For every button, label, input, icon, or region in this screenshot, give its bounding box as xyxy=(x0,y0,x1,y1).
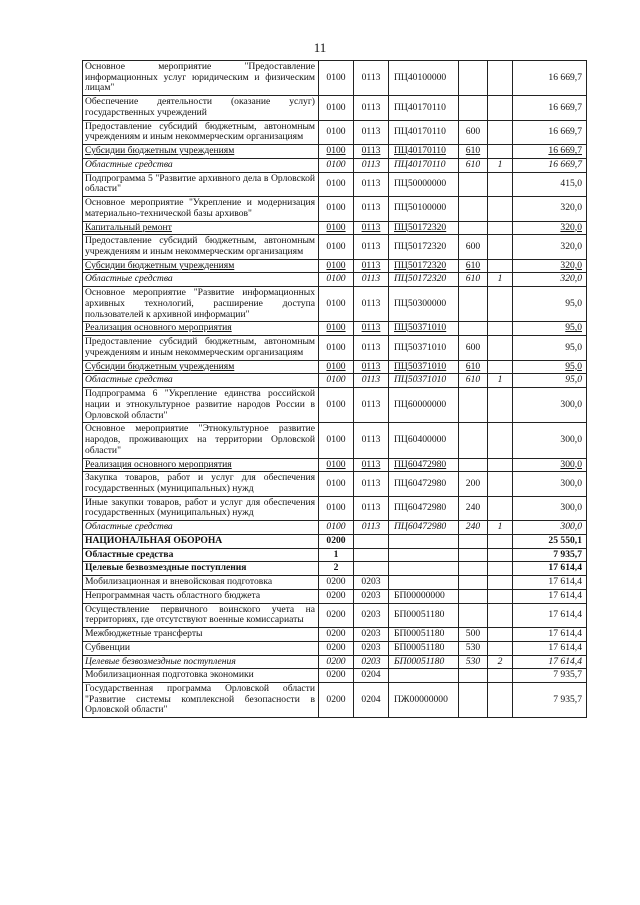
row-funding-source xyxy=(488,235,513,259)
row-section: 0200 xyxy=(319,576,354,590)
row-name: Основное мероприятие "Этнокультурное развитие народов, проживающих на территории Орловской области" xyxy=(83,423,319,458)
table-row xyxy=(83,158,587,172)
row-section: 0100 xyxy=(319,374,354,388)
row-funding-source: 2 xyxy=(488,655,513,669)
row-funding-source xyxy=(488,336,513,360)
table-row xyxy=(83,322,587,336)
row-subsection xyxy=(354,562,389,576)
table-row xyxy=(83,521,587,535)
row-name: НАЦИОНАЛЬНАЯ ОБОРОНА xyxy=(83,534,319,548)
row-expense-type xyxy=(459,458,488,472)
row-name: Целевые безвозмездные поступления xyxy=(83,562,319,576)
row-amount: 300,0 xyxy=(513,521,587,535)
row-funding-source xyxy=(488,96,513,120)
row-target-code: ПЦ50371010 xyxy=(389,336,459,360)
row-name: Реализация основного мероприятия xyxy=(83,458,319,472)
row-funding-source xyxy=(488,120,513,144)
row-expense-type xyxy=(459,96,488,120)
row-amount: 300,0 xyxy=(513,496,587,520)
row-target-code: ПЦ50300000 xyxy=(389,287,459,322)
row-subsection: 0113 xyxy=(354,458,389,472)
row-expense-type xyxy=(459,589,488,603)
row-funding-source xyxy=(488,388,513,423)
row-amount: 16 669,7 xyxy=(513,158,587,172)
row-section: 0100 xyxy=(319,259,354,273)
row-target-code: ПЦ50000000 xyxy=(389,172,459,196)
row-expense-type xyxy=(459,197,488,221)
row-section: 0100 xyxy=(319,145,354,159)
row-name: Основное мероприятие "Предоставление информационных услуг юридическим и физическим лицам" xyxy=(83,61,319,96)
table-row xyxy=(83,96,587,120)
row-subsection: 0113 xyxy=(354,360,389,374)
row-subsection: 0203 xyxy=(354,589,389,603)
row-target-code: БП00051180 xyxy=(389,655,459,669)
row-subsection: 0113 xyxy=(354,374,389,388)
row-amount: 320,0 xyxy=(513,197,587,221)
row-funding-source xyxy=(488,576,513,590)
row-name: Подпрограмма 5 "Развитие архивного дела в Орловской области" xyxy=(83,172,319,196)
row-expense-type: 610 xyxy=(459,145,488,159)
row-amount: 17 614,4 xyxy=(513,603,587,627)
row-section: 0100 xyxy=(319,120,354,144)
row-amount: 95,0 xyxy=(513,336,587,360)
table-row xyxy=(83,641,587,655)
row-target-code xyxy=(389,576,459,590)
table-row xyxy=(83,145,587,159)
row-section: 0100 xyxy=(319,287,354,322)
row-target-code: ПЦ40170110 xyxy=(389,158,459,172)
row-name: Закупка товаров, работ и услуг для обеспечения государственных (муниципальных) нужд xyxy=(83,472,319,496)
row-name: Иные закупки товаров, работ и услуг для обеспечения государственных (муниципальных) нужд xyxy=(83,496,319,520)
row-funding-source: 1 xyxy=(488,273,513,287)
table-row xyxy=(83,603,587,627)
row-name: Осуществление первичного воинского учета на территориях, где отсутствуют военные комиссариаты xyxy=(83,603,319,627)
row-expense-type: 530 xyxy=(459,655,488,669)
row-name: Предоставление субсидий бюджетным, автономным учреждениям и иным некоммерческим организациям xyxy=(83,120,319,144)
row-name: Реализация основного мероприятия xyxy=(83,322,319,336)
row-subsection: 0203 xyxy=(354,641,389,655)
row-section: 0100 xyxy=(319,423,354,458)
row-amount: 95,0 xyxy=(513,287,587,322)
row-amount: 320,0 xyxy=(513,273,587,287)
row-amount: 320,0 xyxy=(513,221,587,235)
row-funding-source xyxy=(488,682,513,717)
table-row xyxy=(83,496,587,520)
row-amount: 320,0 xyxy=(513,235,587,259)
table-row xyxy=(83,235,587,259)
row-expense-type: 200 xyxy=(459,472,488,496)
row-funding-source xyxy=(488,589,513,603)
row-amount: 415,0 xyxy=(513,172,587,196)
row-funding-source xyxy=(488,145,513,159)
table-row xyxy=(83,336,587,360)
row-expense-type: 610 xyxy=(459,259,488,273)
row-subsection: 0113 xyxy=(354,221,389,235)
row-amount: 300,0 xyxy=(513,458,587,472)
row-section: 0200 xyxy=(319,641,354,655)
row-name: Обеспечение деятельности (оказание услуг) государственных учреждений xyxy=(83,96,319,120)
row-subsection: 0204 xyxy=(354,669,389,683)
row-target-code: БП00051180 xyxy=(389,603,459,627)
row-expense-type: 600 xyxy=(459,336,488,360)
row-funding-source xyxy=(488,423,513,458)
row-section: 0100 xyxy=(319,322,354,336)
row-section: 0100 xyxy=(319,472,354,496)
row-name: Государственная программа Орловской области "Развитие системы комплексной безопасности в Орловской области" xyxy=(83,682,319,717)
row-amount: 17 614,4 xyxy=(513,628,587,642)
row-target-code xyxy=(389,548,459,562)
row-amount: 17 614,4 xyxy=(513,576,587,590)
row-expense-type: 240 xyxy=(459,521,488,535)
row-name: Основное мероприятие "Развитие информационных архивных технологий, расширение доступа пользователей к архивной информации" xyxy=(83,287,319,322)
row-expense-type xyxy=(459,287,488,322)
row-name: Межбюджетные трансферты xyxy=(83,628,319,642)
row-amount: 95,0 xyxy=(513,360,587,374)
table-row xyxy=(83,423,587,458)
row-expense-type xyxy=(459,576,488,590)
row-expense-type xyxy=(459,388,488,423)
table-row xyxy=(83,472,587,496)
row-name: Областные средства xyxy=(83,521,319,535)
row-target-code: ПЦ40170110 xyxy=(389,145,459,159)
row-target-code: ПЦ50172320 xyxy=(389,259,459,273)
row-amount: 95,0 xyxy=(513,322,587,336)
table-row xyxy=(83,548,587,562)
row-target-code: ПЦ60000000 xyxy=(389,388,459,423)
row-section: 0200 xyxy=(319,669,354,683)
row-amount: 17 614,4 xyxy=(513,562,587,576)
row-name: Основное мероприятие "Укрепление и модернизация материально-технической базы архивов" xyxy=(83,197,319,221)
row-name: Областные средства xyxy=(83,548,319,562)
row-funding-source xyxy=(488,360,513,374)
row-target-code: ПЦ50172320 xyxy=(389,235,459,259)
row-target-code: ПЦ60472980 xyxy=(389,458,459,472)
row-section: 0100 xyxy=(319,336,354,360)
row-funding-source xyxy=(488,562,513,576)
row-expense-type xyxy=(459,603,488,627)
row-subsection: 0203 xyxy=(354,655,389,669)
row-funding-source xyxy=(488,458,513,472)
row-target-code: ПЦ50371010 xyxy=(389,374,459,388)
table-row xyxy=(83,655,587,669)
row-amount: 17 614,4 xyxy=(513,641,587,655)
row-section: 0200 xyxy=(319,603,354,627)
row-expense-type: 610 xyxy=(459,273,488,287)
row-funding-source xyxy=(488,534,513,548)
row-section: 0100 xyxy=(319,61,354,96)
row-section: 0100 xyxy=(319,158,354,172)
row-subsection: 0113 xyxy=(354,472,389,496)
row-target-code: ПЦ60472980 xyxy=(389,521,459,535)
row-section: 0100 xyxy=(319,96,354,120)
row-name: Подпрограмма 6 "Укрепление единства российской нации и этнокультурное развитие народов России в Орловской области" xyxy=(83,388,319,423)
row-section: 0100 xyxy=(319,360,354,374)
row-amount: 7 935,7 xyxy=(513,548,587,562)
row-section: 0100 xyxy=(319,273,354,287)
row-expense-type xyxy=(459,682,488,717)
budget-table xyxy=(82,60,587,718)
row-subsection: 0203 xyxy=(354,603,389,627)
table-row xyxy=(83,374,587,388)
row-target-code: ПЦ40170110 xyxy=(389,96,459,120)
row-name: Мобилизационная подготовка экономики xyxy=(83,669,319,683)
row-expense-type xyxy=(459,534,488,548)
row-expense-type: 600 xyxy=(459,120,488,144)
row-subsection: 0113 xyxy=(354,172,389,196)
table-row xyxy=(83,458,587,472)
row-amount: 95,0 xyxy=(513,374,587,388)
table-row xyxy=(83,360,587,374)
row-expense-type xyxy=(459,322,488,336)
row-section: 0100 xyxy=(319,458,354,472)
row-subsection: 0113 xyxy=(354,287,389,322)
row-section: 0200 xyxy=(319,628,354,642)
table-body xyxy=(83,61,587,718)
row-name: Мобилизационная и вневойсковая подготовка xyxy=(83,576,319,590)
row-target-code xyxy=(389,534,459,548)
row-subsection: 0113 xyxy=(354,259,389,273)
row-target-code: ПЦ60472980 xyxy=(389,496,459,520)
row-subsection: 0203 xyxy=(354,628,389,642)
row-amount: 16 669,7 xyxy=(513,145,587,159)
table-row xyxy=(83,388,587,423)
row-subsection: 0113 xyxy=(354,496,389,520)
row-name: Субсидии бюджетным учреждениям xyxy=(83,145,319,159)
row-subsection: 0113 xyxy=(354,96,389,120)
row-amount: 300,0 xyxy=(513,388,587,423)
row-target-code: ПЦ60400000 xyxy=(389,423,459,458)
row-expense-type: 610 xyxy=(459,374,488,388)
row-target-code: БП00051180 xyxy=(389,628,459,642)
row-section: 0200 xyxy=(319,682,354,717)
row-name: Субвенции xyxy=(83,641,319,655)
row-amount: 25 550,1 xyxy=(513,534,587,548)
table-row xyxy=(83,589,587,603)
table-row xyxy=(83,287,587,322)
row-funding-source xyxy=(488,669,513,683)
row-subsection: 0113 xyxy=(354,158,389,172)
row-funding-source xyxy=(488,259,513,273)
row-funding-source xyxy=(488,472,513,496)
row-subsection xyxy=(354,548,389,562)
row-subsection: 0203 xyxy=(354,576,389,590)
row-funding-source: 1 xyxy=(488,374,513,388)
row-section: 0200 xyxy=(319,534,354,548)
row-subsection xyxy=(354,534,389,548)
row-name: Предоставление субсидий бюджетным, автономным учреждениям и иным некоммерческим организациям xyxy=(83,235,319,259)
row-section: 2 xyxy=(319,562,354,576)
row-target-code xyxy=(389,562,459,576)
table-row xyxy=(83,669,587,683)
row-target-code: ПЦ50371010 xyxy=(389,360,459,374)
row-name: Субсидии бюджетным учреждениям xyxy=(83,360,319,374)
row-expense-type xyxy=(459,562,488,576)
row-amount: 16 669,7 xyxy=(513,96,587,120)
row-name: Областные средства xyxy=(83,158,319,172)
row-funding-source xyxy=(488,322,513,336)
row-subsection: 0113 xyxy=(354,322,389,336)
table-row xyxy=(83,120,587,144)
row-expense-type xyxy=(459,423,488,458)
row-expense-type xyxy=(459,61,488,96)
row-amount: 7 935,7 xyxy=(513,669,587,683)
row-target-code: ПЦ50100000 xyxy=(389,197,459,221)
row-target-code: ПЦ40170110 xyxy=(389,120,459,144)
row-funding-source: 1 xyxy=(488,158,513,172)
row-section: 1 xyxy=(319,548,354,562)
row-expense-type xyxy=(459,172,488,196)
row-expense-type: 240 xyxy=(459,496,488,520)
row-subsection: 0113 xyxy=(354,197,389,221)
row-section: 0100 xyxy=(319,388,354,423)
row-name: Предоставление субсидий бюджетным, автономным учреждениям и иным некоммерческим организациям xyxy=(83,336,319,360)
row-funding-source xyxy=(488,61,513,96)
row-section: 0100 xyxy=(319,496,354,520)
table-row xyxy=(83,562,587,576)
table-row xyxy=(83,682,587,717)
table-row xyxy=(83,628,587,642)
row-expense-type: 610 xyxy=(459,360,488,374)
row-section: 0100 xyxy=(319,521,354,535)
row-expense-type: 610 xyxy=(459,158,488,172)
row-amount: 16 669,7 xyxy=(513,61,587,96)
row-name: Непрограммная часть областного бюджета xyxy=(83,589,319,603)
row-target-code: ПЦ40100000 xyxy=(389,61,459,96)
row-target-code: БП00051180 xyxy=(389,641,459,655)
row-target-code: ПЦ50172320 xyxy=(389,273,459,287)
row-expense-type: 500 xyxy=(459,628,488,642)
row-section: 0200 xyxy=(319,589,354,603)
row-amount: 17 614,4 xyxy=(513,589,587,603)
row-section: 0100 xyxy=(319,197,354,221)
table-row xyxy=(83,197,587,221)
row-funding-source xyxy=(488,287,513,322)
row-subsection: 0113 xyxy=(354,235,389,259)
row-amount: 16 669,7 xyxy=(513,120,587,144)
row-section: 0100 xyxy=(319,235,354,259)
row-expense-type: 600 xyxy=(459,235,488,259)
row-amount: 7 935,7 xyxy=(513,682,587,717)
row-section: 0100 xyxy=(319,221,354,235)
row-funding-source xyxy=(488,172,513,196)
row-section: 0200 xyxy=(319,655,354,669)
row-funding-source xyxy=(488,496,513,520)
row-expense-type xyxy=(459,548,488,562)
row-expense-type: 530 xyxy=(459,641,488,655)
row-funding-source xyxy=(488,221,513,235)
row-amount: 17 614,4 xyxy=(513,655,587,669)
table-row xyxy=(83,61,587,96)
row-amount: 300,0 xyxy=(513,423,587,458)
table-row xyxy=(83,259,587,273)
row-amount: 300,0 xyxy=(513,472,587,496)
row-expense-type xyxy=(459,221,488,235)
row-funding-source xyxy=(488,548,513,562)
row-name: Субсидии бюджетным учреждениям xyxy=(83,259,319,273)
row-subsection: 0113 xyxy=(354,388,389,423)
table-row xyxy=(83,273,587,287)
row-subsection: 0113 xyxy=(354,61,389,96)
row-target-code: ПЦ50371010 xyxy=(389,322,459,336)
row-subsection: 0113 xyxy=(354,521,389,535)
row-name: Целевые безвозмездные поступления xyxy=(83,655,319,669)
row-expense-type xyxy=(459,669,488,683)
row-funding-source: 1 xyxy=(488,521,513,535)
row-subsection: 0113 xyxy=(354,336,389,360)
row-funding-source xyxy=(488,628,513,642)
page-number: 11 xyxy=(313,40,327,55)
row-name: Областные средства xyxy=(83,374,319,388)
row-name: Областные средства xyxy=(83,273,319,287)
row-target-code: ПЦ50172320 xyxy=(389,221,459,235)
row-funding-source xyxy=(488,197,513,221)
row-subsection: 0113 xyxy=(354,423,389,458)
table-row xyxy=(83,172,587,196)
row-amount: 320,0 xyxy=(513,259,587,273)
row-target-code xyxy=(389,669,459,683)
table-row xyxy=(83,576,587,590)
row-target-code: ПЖ00000000 xyxy=(389,682,459,717)
table-row xyxy=(83,534,587,548)
row-subsection: 0204 xyxy=(354,682,389,717)
row-subsection: 0113 xyxy=(354,120,389,144)
row-target-code: ПЦ60472980 xyxy=(389,472,459,496)
row-target-code: БП00000000 xyxy=(389,589,459,603)
row-funding-source xyxy=(488,603,513,627)
table-row xyxy=(83,221,587,235)
row-funding-source xyxy=(488,641,513,655)
row-section: 0100 xyxy=(319,172,354,196)
row-name: Капитальный ремонт xyxy=(83,221,319,235)
row-subsection: 0113 xyxy=(354,145,389,159)
row-subsection: 0113 xyxy=(354,273,389,287)
